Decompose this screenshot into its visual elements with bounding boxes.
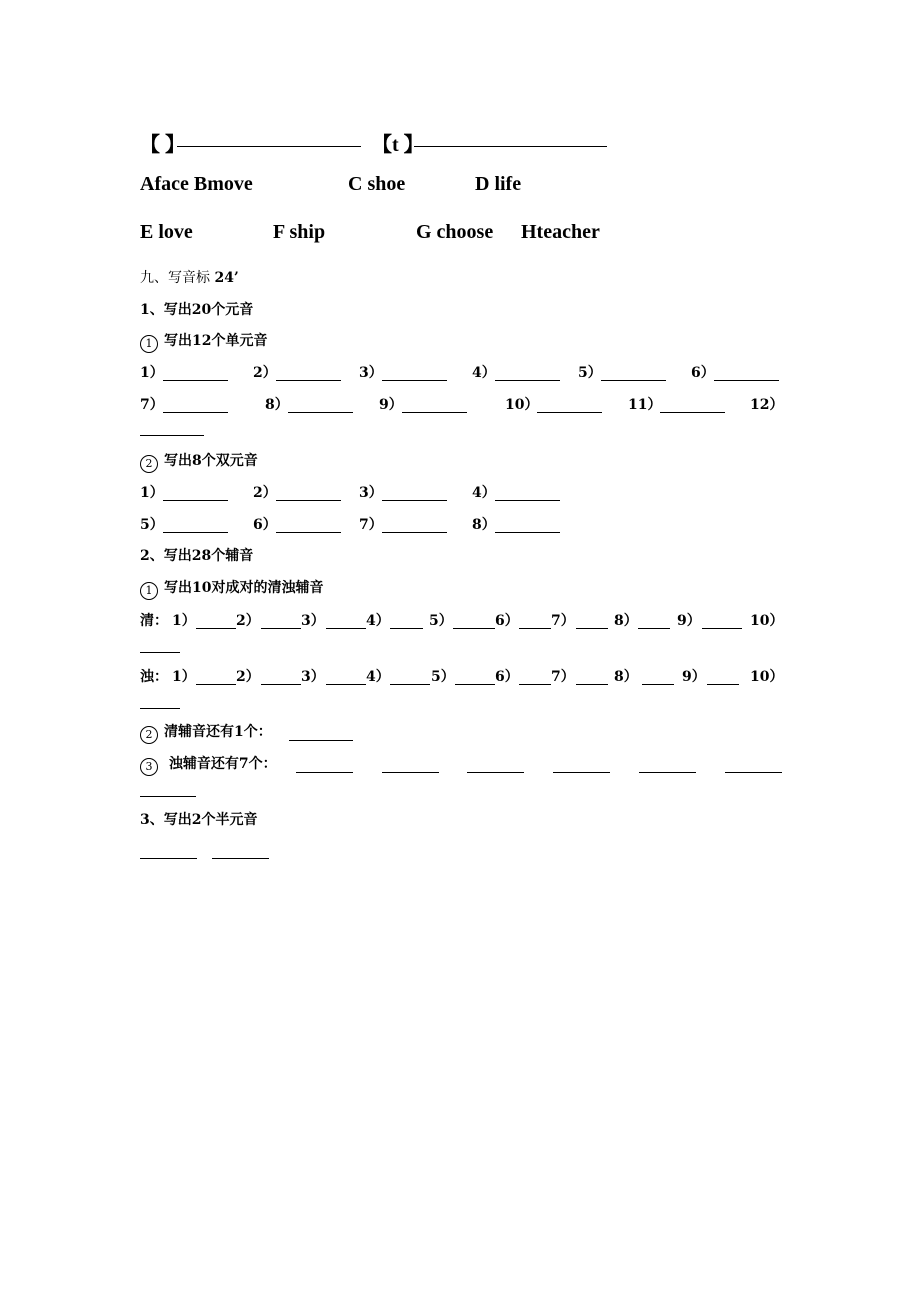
bracket-2: 【t 】 [372,134,424,156]
bracket-2-wrap [372,128,424,157]
item-number: 4） [366,613,390,629]
answer-blank[interactable] [455,684,495,685]
answer-blank[interactable] [276,380,341,381]
section-title-text: 九、写音标 [140,270,210,286]
diphthong-label: 写出8个双元音 [164,453,258,469]
item-number: 9） [677,613,701,629]
answer-blank[interactable] [382,380,447,381]
item-number: 4） [472,365,496,381]
answer-blank[interactable] [725,772,782,773]
answer-blank[interactable] [261,628,301,629]
item-number: 5） [429,613,453,629]
item-number: 2） [253,365,277,381]
item-number: 2） [253,485,277,501]
item-number: 8） [472,517,496,533]
answer-blank[interactable] [642,684,674,685]
item-number: 10） [750,613,784,629]
answer-blank[interactable] [467,772,524,773]
item-number: 1） [140,365,164,381]
circled-number: 1 [140,335,158,353]
item-number: 9） [379,397,403,413]
option-d: D life [475,173,522,195]
answer-blank[interactable] [402,412,467,413]
answer-blank[interactable] [660,412,725,413]
item-number: 5） [578,365,602,381]
answer-blank[interactable] [140,435,204,436]
pairs-heading [140,577,323,600]
item-number: 6） [253,517,277,533]
diphthong-heading [140,450,258,473]
answer-blank[interactable] [601,380,666,381]
answer-blank[interactable] [382,500,447,501]
item-number: 8） [614,613,638,629]
answer-blank[interactable] [414,146,607,147]
option-g: G choose [416,221,494,243]
answer-blank[interactable] [288,412,353,413]
item-number: 6） [691,365,715,381]
item-number: 3） [301,669,325,685]
extra-voiceless-label: 清辅音还有1个： [164,724,272,740]
item-number: 7） [551,669,575,685]
answer-blank[interactable] [326,628,366,629]
item-number: 3） [301,613,325,629]
option-a-b: Aface Bmove [140,173,253,195]
extra-voiceless [140,721,272,744]
option-f: F ship [273,221,326,243]
part1-heading: 1、写出20个元音 [140,302,254,318]
answer-blank[interactable] [707,684,739,685]
answer-blank[interactable] [140,708,180,709]
monophthong-heading [140,330,267,353]
part3-heading: 3、写出2个半元音 [140,812,258,828]
item-number: 9） [682,669,706,685]
item-number: 4） [366,669,390,685]
answer-blank[interactable] [714,380,779,381]
circled-number: 2 [140,455,158,473]
answer-blank[interactable] [196,684,236,685]
answer-blank[interactable] [382,532,447,533]
item-number: 2） [236,613,260,629]
item-number: 12） [750,397,784,413]
answer-blank[interactable] [576,628,608,629]
answer-blank[interactable] [163,380,228,381]
extra-voiced-label: 浊辅音还有7个： [168,756,277,772]
answer-blank[interactable] [382,772,439,773]
answer-blank[interactable] [276,500,341,501]
extra-voiced [140,753,277,776]
answer-blank[interactable] [495,380,560,381]
answer-blank[interactable] [276,532,341,533]
answer-blank[interactable] [196,628,236,629]
answer-blank[interactable] [296,772,353,773]
item-number: 1） [172,613,196,629]
answer-blank[interactable] [212,858,269,859]
item-number: 8） [614,669,638,685]
answer-blank[interactable] [453,628,495,629]
answer-blank[interactable] [702,628,742,629]
row-prefix: 浊： [140,669,168,685]
answer-blank[interactable] [163,500,228,501]
answer-blank[interactable] [639,772,696,773]
answer-blank[interactable] [553,772,610,773]
section-title [140,267,239,287]
answer-blank[interactable] [390,684,430,685]
item-number: 7） [140,397,164,413]
option-e: E love [140,221,193,243]
circled-number: 2 [140,726,158,744]
item-number: 1） [172,669,196,685]
pairs-label: 写出10对成对的清浊辅音 [164,580,324,596]
answer-blank[interactable] [326,684,366,685]
bracket-row [140,128,185,157]
item-number: 2） [236,669,260,685]
answer-blank[interactable] [519,628,551,629]
part2-heading: 2、写出28个辅音 [140,548,254,564]
answer-blank[interactable] [495,500,560,501]
answer-blank[interactable] [495,532,560,533]
row-prefix: 清： [140,613,168,629]
item-number: 6） [495,613,519,629]
answer-blank[interactable] [140,858,197,859]
answer-blank[interactable] [638,628,670,629]
item-number: 11） [628,397,662,413]
answer-blank[interactable] [163,412,228,413]
answer-blank[interactable] [390,628,423,629]
answer-blank[interactable] [289,740,353,741]
item-number: 3） [359,365,383,381]
answer-blank[interactable] [261,684,301,685]
circled-number: 1 [140,582,158,600]
item-number: 10） [505,397,539,413]
answer-blank[interactable] [519,684,551,685]
item-number: 4） [472,485,496,501]
item-number: 7） [359,517,383,533]
item-number: 3） [359,485,383,501]
item-number: 6） [495,669,519,685]
option-c: C shoe [348,173,406,195]
item-number: 5） [431,669,455,685]
answer-blank[interactable] [163,532,228,533]
circled-number: 3 [140,758,158,776]
answer-blank[interactable] [140,796,196,797]
item-number: 8） [265,397,289,413]
answer-blank[interactable] [140,652,180,653]
bracket-1: 【 】 [140,134,185,156]
section-score: 24’ [214,270,239,286]
item-number: 5） [140,517,164,533]
option-h: Hteacher [521,221,600,243]
item-number: 1） [140,485,164,501]
monophthong-label: 写出12个单元音 [164,333,268,349]
item-number: 7） [551,613,575,629]
answer-blank[interactable] [576,684,608,685]
item-number: 10） [750,669,784,685]
answer-blank[interactable] [537,412,602,413]
answer-blank[interactable] [177,146,361,147]
